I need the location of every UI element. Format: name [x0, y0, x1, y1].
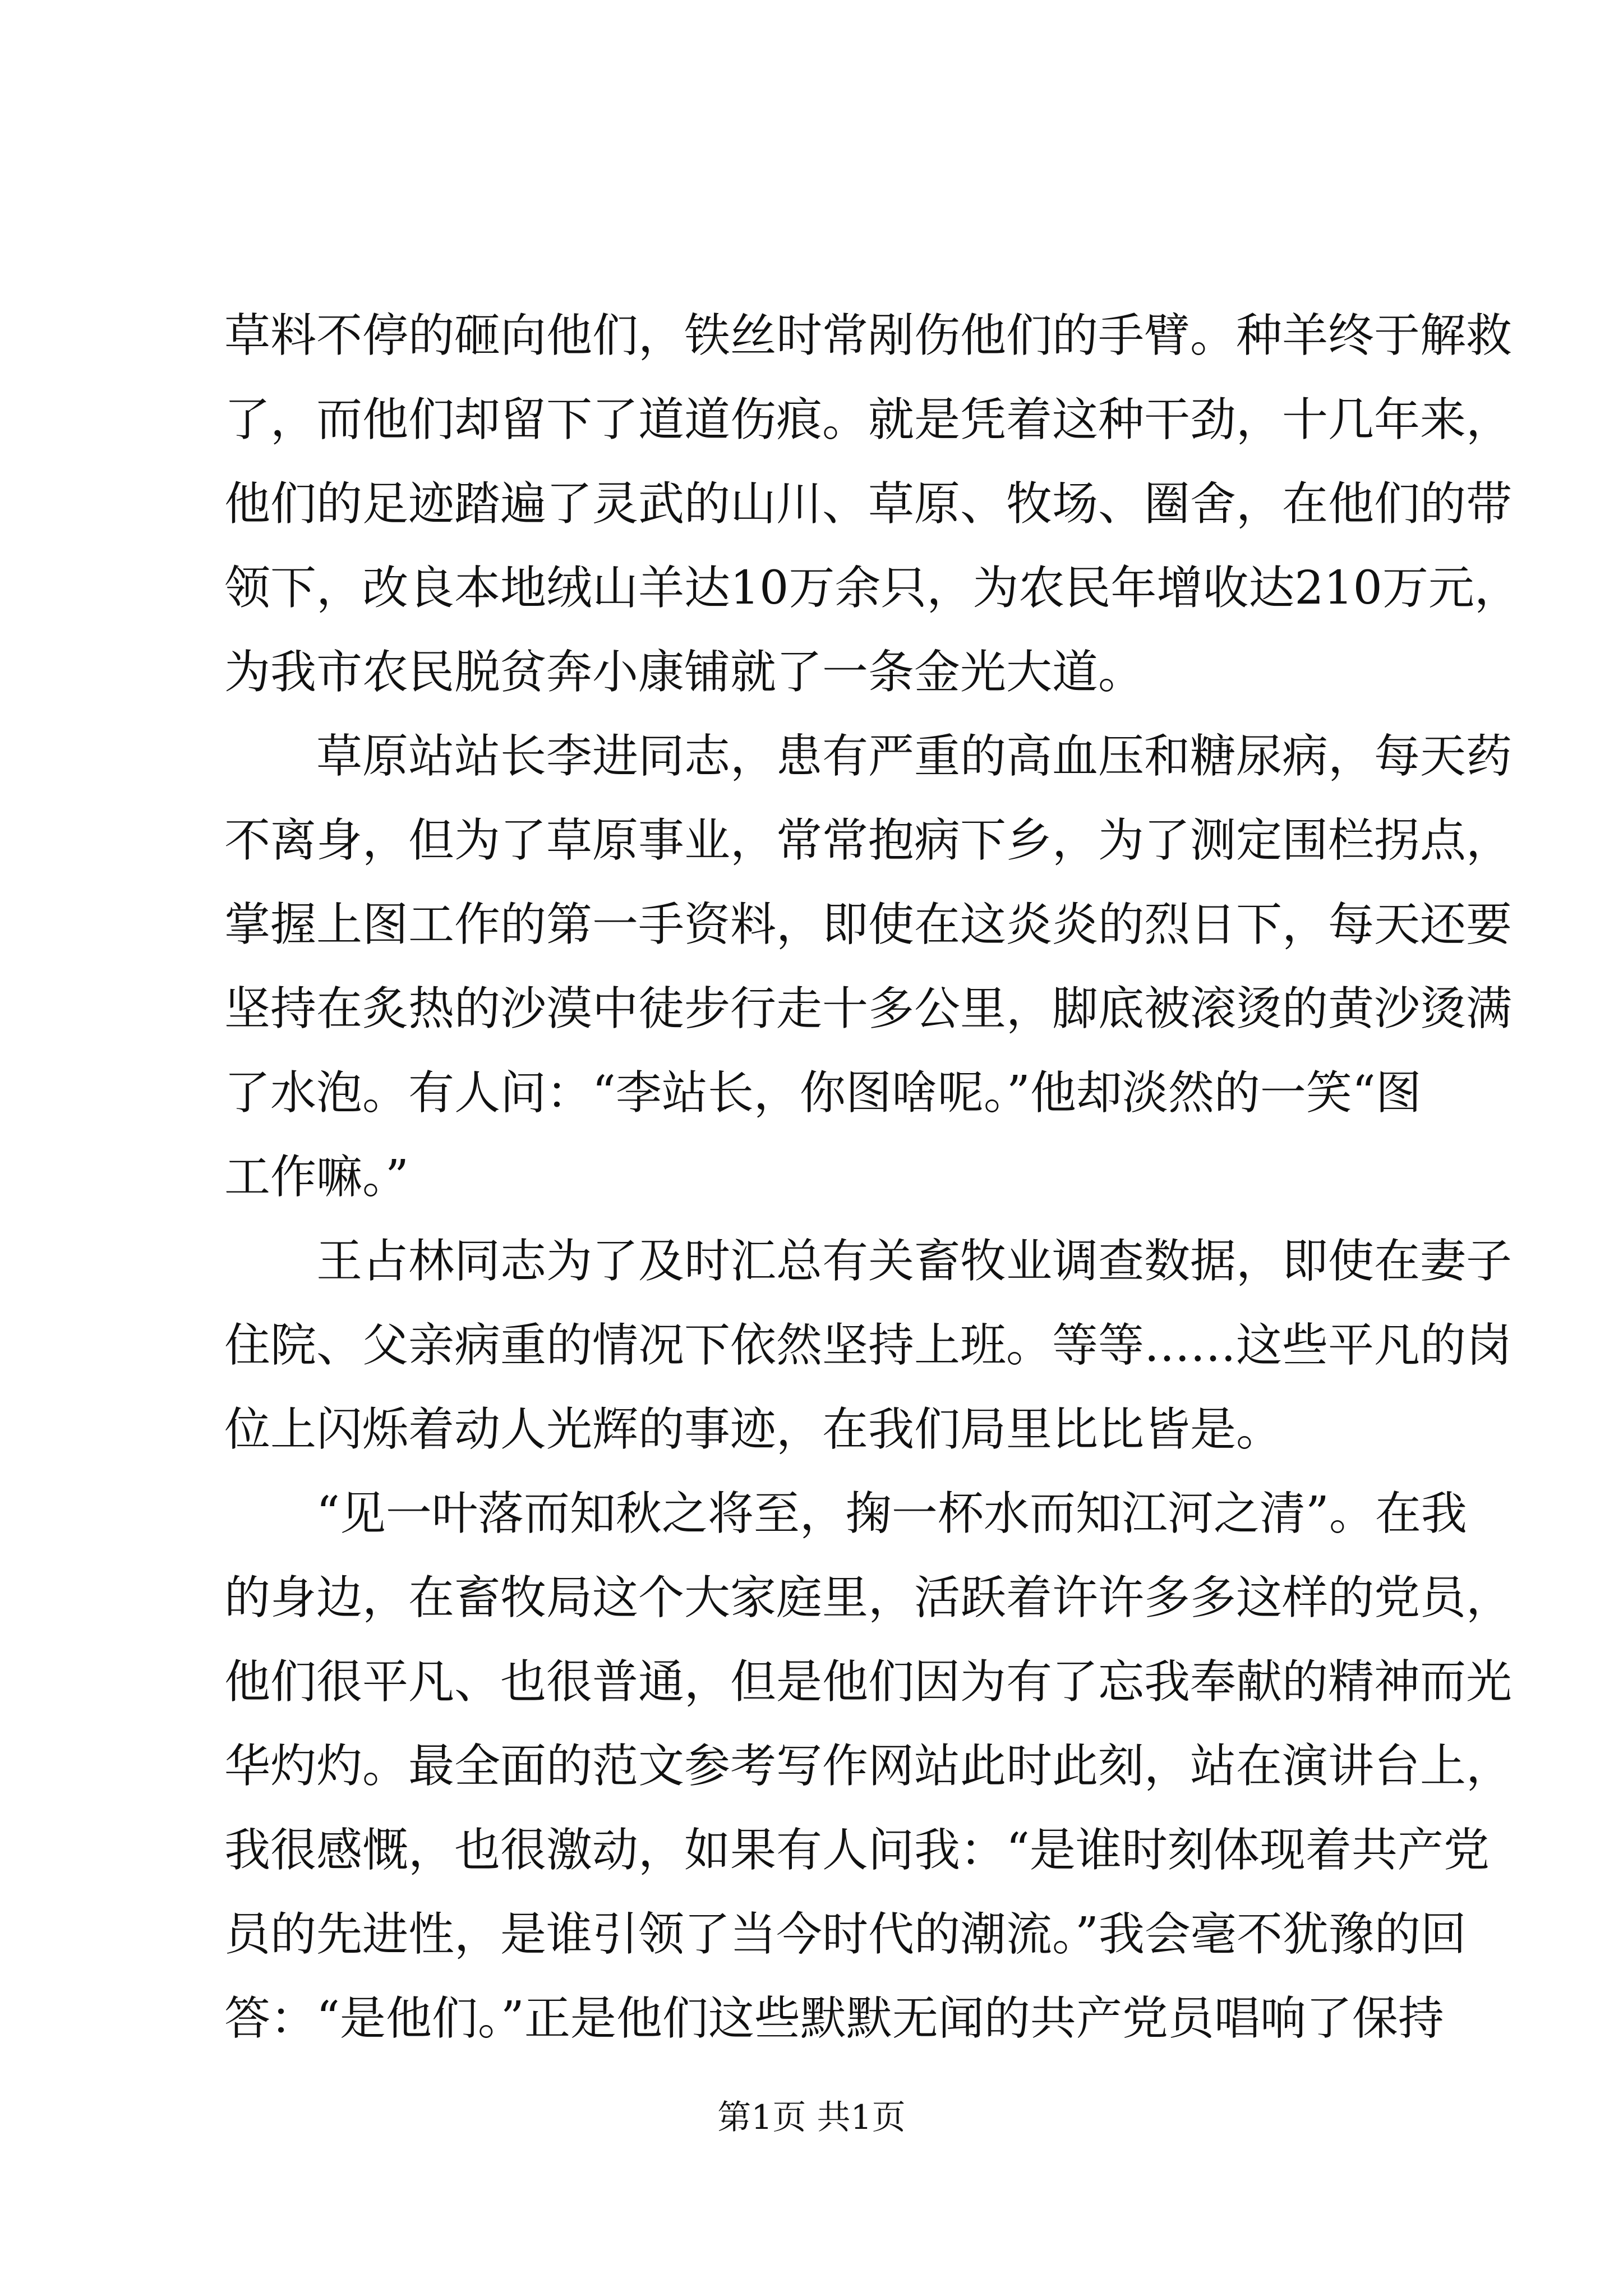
text-line: 的身边，在畜牧局这个大家庭里，活跃着许许多多这样的党员， [224, 1571, 1513, 1625]
text-line: “见一叶落而知秋之将至，掬一杯水而知江河之清”。在我 [224, 1487, 1467, 1540]
text-line: 领下，改良本地绒山羊达10万余只，为农民年增收达210万元， [224, 562, 1520, 615]
text-line: 位上闪烁着动人光辉的事迹，在我们局里比比皆是。 [224, 1403, 1283, 1456]
document-body [224, 294, 1520, 2061]
text-line: 坚持在炙热的沙漠中徒步行走十多公里，脚底被滚烫的黄沙烫满 [224, 982, 1513, 1036]
text-line: 草料不停的砸向他们，铁丝时常剐伤他们的手臂。种羊终于解救 [224, 309, 1513, 362]
text-line: 工作嘛。” [224, 1151, 409, 1204]
page-number-label: 第1页 共1页 [717, 2098, 906, 2137]
text-line: 不离身，但为了草原事业，常常抱病下乡，为了测定围栏拐点， [224, 814, 1513, 867]
text-line: 掌握上图工作的第一手资料，即使在这炎炎的烈日下，每天还要 [224, 898, 1513, 951]
text-line: 为我市农民脱贫奔小康铺就了一条金光大道。 [224, 646, 1145, 699]
text-line: 员的先进性，是谁引领了当今时代的潮流。”我会毫不犹豫的回 [224, 1908, 1467, 1961]
text-line: 他们的足迹踏遍了灵武的山川、草原、牧场、圈舍，在他们的带 [224, 477, 1513, 531]
text-line: 我很感慨，也很激动，如果有人问我：“是谁时刻体现着共产党 [224, 1824, 1490, 1877]
text-line: 华灼灼。最全面的范文参考写作网站此时此刻，站在演讲台上， [224, 1740, 1513, 1793]
text-line: 了，而他们却留下了道道伤痕。就是凭着这种干劲，十几年来， [224, 393, 1513, 447]
text-line: 答：“是他们。”正是他们这些默默无闻的共产党员唱响了保持 [224, 1992, 1444, 2045]
text-line: 他们很平凡、也很普通，但是他们因为有了忘我奉献的精神而光 [224, 1655, 1513, 1709]
text-line: 王占林同志为了及时汇总有关畜牧业调查数据，即使在妻子 [224, 1235, 1513, 1288]
page-footer [0, 2095, 1623, 2140]
text-line: 住院、父亲病重的情况下依然坚持上班。等等……这些平凡的岗 [224, 1319, 1513, 1372]
text-line: 了水泡。有人问：“李站长，你图啥呢。”他却淡然的一笑“图 [224, 1066, 1422, 1120]
text-line: 草原站站长李进同志，患有严重的高血压和糖尿病，每天药 [224, 730, 1513, 783]
